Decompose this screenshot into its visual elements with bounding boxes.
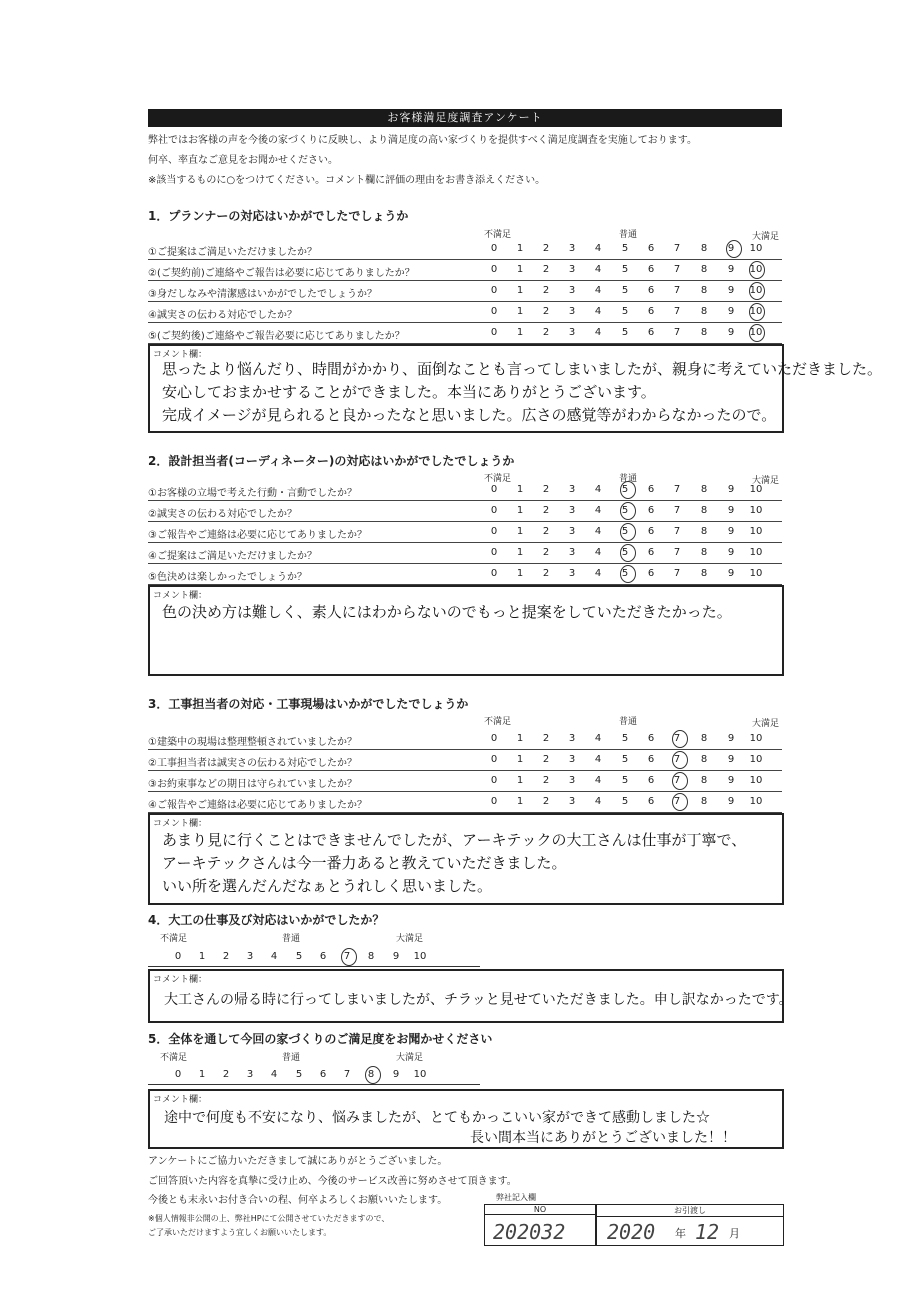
- rating-option-3[interactable]: 3: [568, 796, 576, 807]
- rating-option-6[interactable]: 6: [647, 547, 655, 558]
- rating-option-8[interactable]: 8: [700, 505, 708, 516]
- rating-option-10[interactable]: 10: [749, 243, 763, 254]
- section-5-title: 5．全体を通して今回の家づくりのご満足度をお聞かせください: [148, 1032, 493, 1046]
- scale-low-label: 不満足: [484, 230, 512, 240]
- intro-line-1: 弊社ではお客様の声を今後の家づくりに反映し、より満足度の高い家づくりを提供すべく満足度調査を実施しております。: [148, 135, 697, 146]
- rating-option-5[interactable]: 5: [621, 754, 629, 765]
- section-3-comment-box: [148, 813, 784, 905]
- rating-option-8[interactable]: 8: [700, 285, 708, 296]
- rating-option-6[interactable]: 6: [647, 306, 655, 317]
- rating-option-2[interactable]: 2: [542, 285, 550, 296]
- rating-option-3[interactable]: 3: [568, 264, 576, 275]
- rating-option-5[interactable]: 5: [621, 327, 629, 338]
- section-4-title: 4．大工の仕事及び対応はいかがでしたか？: [148, 913, 385, 927]
- rating-option-4[interactable]: 4: [594, 285, 602, 296]
- question-row: [148, 772, 782, 792]
- rating-option-4[interactable]: 4: [594, 547, 602, 558]
- answer-circle: [672, 772, 688, 790]
- answer-circle: [620, 481, 636, 499]
- section-2-comment-box: [148, 585, 784, 676]
- rating-option-2[interactable]: 2: [542, 547, 550, 558]
- rating-option-1[interactable]: 1: [516, 547, 524, 558]
- rating-option-8[interactable]: 8: [367, 1069, 375, 1080]
- rating-option-2[interactable]: 2: [542, 733, 550, 744]
- scale-low-label: 不満足: [484, 717, 512, 727]
- rating-option-2[interactable]: 2: [542, 568, 550, 579]
- comment-label: コメント欄：: [153, 1095, 208, 1105]
- rating-option-6[interactable]: 6: [647, 505, 655, 516]
- question-row: [148, 502, 782, 522]
- rating-option-7[interactable]: 7: [673, 327, 681, 338]
- rating-option-7[interactable]: 7: [343, 1069, 351, 1080]
- office-use-label: 弊社記入欄: [496, 1193, 536, 1202]
- rating-option-8[interactable]: 8: [700, 264, 708, 275]
- rating-option-8[interactable]: 8: [700, 547, 708, 558]
- answer-circle: [672, 751, 688, 769]
- rating-option-2[interactable]: 2: [542, 327, 550, 338]
- month-unit: 月: [729, 1227, 740, 1240]
- rating-option-9[interactable]: 9: [392, 951, 400, 962]
- rating-option-6[interactable]: 6: [647, 526, 655, 537]
- rating-option-10[interactable]: 10: [749, 505, 763, 516]
- scale-underline: [148, 1084, 480, 1085]
- rating-option-6[interactable]: 6: [319, 1069, 327, 1080]
- scale-mid-label: 普通: [619, 230, 638, 240]
- rating-option-7[interactable]: 7: [673, 754, 681, 765]
- question-row: [148, 324, 782, 344]
- rating-option-3[interactable]: 3: [568, 526, 576, 537]
- rating-option-6[interactable]: 6: [647, 733, 655, 744]
- rating-option-8[interactable]: 8: [700, 306, 708, 317]
- rating-option-0[interactable]: 0: [490, 796, 498, 807]
- rating-option-8[interactable]: 8: [700, 733, 708, 744]
- rating-option-7[interactable]: 7: [343, 951, 351, 962]
- rating-option-10[interactable]: 10: [749, 285, 763, 296]
- handwritten-comment: 思ったより悩んだり、時間がかかり、面倒なことも言ってしまいましたが、親身に考えていただきました。: [162, 360, 883, 378]
- rating-option-2[interactable]: 2: [542, 264, 550, 275]
- question-label: ④ご提案はご満足いただけましたか？: [148, 551, 317, 562]
- question-label: ①お客様の立場で考えた行動・言動でしたか？: [148, 488, 357, 499]
- handwritten-comment: 長い間本当にありがとうございました！！: [470, 1130, 736, 1146]
- rating-option-6[interactable]: 6: [647, 327, 655, 338]
- rating-option-10[interactable]: 10: [749, 526, 763, 537]
- rating-option-7[interactable]: 7: [673, 505, 681, 516]
- question-label: ②誠実さの伝わる対応でしたか？: [148, 509, 297, 520]
- answer-circle: [726, 240, 742, 258]
- rating-option-10[interactable]: 10: [749, 484, 763, 495]
- rating-option-7[interactable]: 7: [673, 264, 681, 275]
- rating-option-7[interactable]: 7: [673, 285, 681, 296]
- rating-option-0[interactable]: 0: [490, 526, 498, 537]
- question-row: [148, 751, 782, 771]
- rating-option-10[interactable]: 10: [413, 1069, 427, 1080]
- rating-option-2[interactable]: 2: [542, 243, 550, 254]
- rating-option-5[interactable]: 5: [621, 733, 629, 744]
- scale-underline: [148, 966, 480, 967]
- section-1-title: 1．プランナーの対応はいかがでしたでしょうか: [148, 209, 409, 223]
- rating-option-4[interactable]: 4: [594, 775, 602, 786]
- rating-option-6[interactable]: 6: [647, 754, 655, 765]
- rating-option-5[interactable]: 5: [621, 526, 629, 537]
- rating-option-4[interactable]: 4: [594, 264, 602, 275]
- scale-mid-label: 普通: [282, 1053, 301, 1063]
- rating-option-3[interactable]: 3: [568, 775, 576, 786]
- intro-line-3: ※該当するものに○をつけてください。コメント欄に評価の理由をお書き添えください。: [148, 175, 546, 186]
- rating-option-4[interactable]: 4: [594, 796, 602, 807]
- rating-option-0[interactable]: 0: [490, 568, 498, 579]
- answer-circle: [749, 261, 765, 279]
- question-label: ③お約束事などの期日は守られていましたか？: [148, 779, 357, 790]
- rating-option-7[interactable]: 7: [673, 243, 681, 254]
- rating-option-8[interactable]: 8: [700, 568, 708, 579]
- rating-option-5[interactable]: 5: [295, 951, 303, 962]
- rating-option-5[interactable]: 5: [621, 243, 629, 254]
- rating-option-7[interactable]: 7: [673, 568, 681, 579]
- question-row: [148, 730, 782, 750]
- question-row: [148, 481, 782, 501]
- rating-option-0[interactable]: 0: [490, 264, 498, 275]
- answer-circle: [749, 303, 765, 321]
- rating-option-2[interactable]: 2: [542, 775, 550, 786]
- rating-option-9[interactable]: 9: [727, 264, 735, 275]
- question-label: ④誠実さの伝わる対応でしたか？: [148, 310, 297, 321]
- rating-option-4[interactable]: 4: [594, 526, 602, 537]
- rating-option-0[interactable]: 0: [490, 285, 498, 296]
- rating-option-9[interactable]: 9: [727, 568, 735, 579]
- rating-option-6[interactable]: 6: [647, 796, 655, 807]
- scale-mid-label: 普通: [619, 717, 638, 727]
- rating-option-4[interactable]: 4: [594, 306, 602, 317]
- question-label: ⑤(ご契約後)ご連絡やご報告必要に応じてありましたか？: [148, 331, 405, 342]
- rating-option-1[interactable]: 1: [516, 285, 524, 296]
- answer-circle: [365, 1066, 381, 1084]
- rating-option-9[interactable]: 9: [727, 796, 735, 807]
- rating-option-1[interactable]: 1: [516, 568, 524, 579]
- rating-option-5[interactable]: 5: [621, 264, 629, 275]
- rating-option-0[interactable]: 0: [490, 243, 498, 254]
- section-1-comment-box: [148, 344, 883, 433]
- rating-option-3[interactable]: 3: [568, 568, 576, 579]
- question-row: [148, 282, 782, 302]
- rating-option-1[interactable]: 1: [516, 526, 524, 537]
- rating-option-4[interactable]: 4: [594, 568, 602, 579]
- rating-option-10[interactable]: 10: [749, 327, 763, 338]
- rating-option-6[interactable]: 6: [647, 285, 655, 296]
- rating-option-5[interactable]: 5: [621, 568, 629, 579]
- rating-option-10[interactable]: 10: [749, 264, 763, 275]
- rating-option-8[interactable]: 8: [367, 951, 375, 962]
- rating-option-2[interactable]: 2: [542, 754, 550, 765]
- scale-high-label: 大満足: [396, 1053, 424, 1063]
- rating-option-7[interactable]: 7: [673, 796, 681, 807]
- comment-label: コメント欄：: [153, 819, 208, 829]
- rating-option-10[interactable]: 10: [749, 568, 763, 579]
- handover-label: お引渡し: [597, 1205, 783, 1217]
- rating-option-5[interactable]: 5: [621, 285, 629, 296]
- rating-option-5[interactable]: 5: [295, 1069, 303, 1080]
- question-row: [148, 793, 782, 813]
- rating-option-8[interactable]: 8: [700, 754, 708, 765]
- scale-low-label: 不満足: [484, 474, 512, 484]
- rating-option-4[interactable]: 4: [594, 327, 602, 338]
- rating-option-9[interactable]: 9: [727, 327, 735, 338]
- no-value: 202032: [493, 1220, 566, 1244]
- thanks-line-2: ご回答頂いた内容を真摯に受け止め、今後のサービス改善に努めさせて頂きます。: [148, 1176, 517, 1187]
- scale-mid-label: 普通: [282, 934, 301, 944]
- rating-option-1[interactable]: 1: [516, 505, 524, 516]
- question-label: ②工事担当者は誠実さの伝わる対応でしたか？: [148, 758, 357, 769]
- section-3-title: 3．工事担当者の対応・工事現場はいかがでしたでしょうか: [148, 697, 469, 711]
- rating-option-1[interactable]: 1: [198, 1069, 206, 1080]
- rating-option-4[interactable]: 4: [594, 243, 602, 254]
- rating-option-2[interactable]: 2: [542, 505, 550, 516]
- rating-option-3[interactable]: 3: [568, 505, 576, 516]
- rating-option-9[interactable]: 9: [727, 484, 735, 495]
- answer-circle: [620, 523, 636, 541]
- rating-option-2[interactable]: 2: [542, 306, 550, 317]
- rating-option-9[interactable]: 9: [727, 306, 735, 317]
- rating-option-7[interactable]: 7: [673, 775, 681, 786]
- rating-option-5[interactable]: 5: [621, 547, 629, 558]
- rating-option-3[interactable]: 3: [246, 951, 254, 962]
- rating-option-0[interactable]: 0: [490, 547, 498, 558]
- handover-month: 12: [695, 1220, 720, 1244]
- rating-option-5[interactable]: 5: [621, 775, 629, 786]
- answer-circle: [749, 282, 765, 300]
- rating-option-1[interactable]: 1: [516, 754, 524, 765]
- rating-option-4[interactable]: 4: [594, 484, 602, 495]
- rating-option-4[interactable]: 4: [594, 505, 602, 516]
- answer-circle: [620, 544, 636, 562]
- rating-option-8[interactable]: 8: [700, 796, 708, 807]
- answer-circle: [749, 324, 765, 342]
- answer-circle: [341, 948, 357, 966]
- rating-option-1[interactable]: 1: [516, 243, 524, 254]
- rating-option-0[interactable]: 0: [174, 1069, 182, 1080]
- rating-option-5[interactable]: 5: [621, 796, 629, 807]
- rating-option-0[interactable]: 0: [174, 951, 182, 962]
- rating-option-6[interactable]: 6: [647, 243, 655, 254]
- rating-option-1[interactable]: 1: [516, 484, 524, 495]
- year-unit: 年: [675, 1227, 686, 1240]
- rating-option-9[interactable]: 9: [727, 285, 735, 296]
- rating-option-9[interactable]: 9: [727, 547, 735, 558]
- scale-low-label: 不満足: [160, 934, 188, 944]
- rating-option-10[interactable]: 10: [749, 796, 763, 807]
- rating-option-2[interactable]: 2: [542, 796, 550, 807]
- rating-option-0[interactable]: 0: [490, 306, 498, 317]
- question-row: [148, 544, 782, 564]
- rating-option-5[interactable]: 5: [621, 306, 629, 317]
- rating-option-3[interactable]: 3: [568, 484, 576, 495]
- rating-option-9[interactable]: 9: [727, 733, 735, 744]
- thanks-line-1: アンケートにご協力いただきまして誠にありがとうございました。: [148, 1156, 448, 1167]
- handover-year: 2020: [607, 1220, 656, 1244]
- rating-option-9[interactable]: 9: [727, 775, 735, 786]
- rating-option-1[interactable]: 1: [198, 951, 206, 962]
- rating-option-1[interactable]: 1: [516, 264, 524, 275]
- rating-option-6[interactable]: 6: [647, 264, 655, 275]
- rating-option-3[interactable]: 3: [568, 243, 576, 254]
- question-label: ①建築中の現場は整理整頓されていましたか？: [148, 737, 357, 748]
- rating-option-3[interactable]: 3: [568, 327, 576, 338]
- thanks-line-3: 今後とも末永いお付き合いの程、何卒よろしくお願いいたします。: [148, 1195, 448, 1206]
- rating-option-0[interactable]: 0: [490, 327, 498, 338]
- rating-option-0[interactable]: 0: [490, 754, 498, 765]
- rating-option-8[interactable]: 8: [700, 484, 708, 495]
- rating-option-2[interactable]: 2: [222, 1069, 230, 1080]
- handwritten-comment: 大工さんの帰る時に行ってしまいましたが、チラッと見せていただきました。申し訳なかったです。: [164, 992, 793, 1008]
- rating-option-4[interactable]: 4: [270, 1069, 278, 1080]
- rating-option-1[interactable]: 1: [516, 733, 524, 744]
- rating-option-4[interactable]: 4: [270, 951, 278, 962]
- rating-option-0[interactable]: 0: [490, 505, 498, 516]
- section-2-title: 2．設計担当者(コーディネーター)の対応はいかがでしたでしょうか: [148, 454, 515, 468]
- rating-option-3[interactable]: 3: [568, 754, 576, 765]
- handover-box: [596, 1204, 784, 1246]
- answer-circle: [672, 730, 688, 748]
- comment-label: コメント欄：: [153, 591, 208, 601]
- handwritten-comment: 完成イメージが見られると良かったなと思いました。広さの感覚等がわからなかったので。: [162, 406, 777, 424]
- rating-option-8[interactable]: 8: [700, 327, 708, 338]
- rating-option-2[interactable]: 2: [222, 951, 230, 962]
- handwritten-comment: 色の決め方は難しく、素人にはわからないのでもっと提案をしていただきたかった。: [162, 603, 732, 621]
- section-4-comment-box: [148, 969, 793, 1023]
- scale-high-label: 大満足: [752, 232, 780, 242]
- question-row: [148, 523, 782, 543]
- question-row: [148, 303, 782, 323]
- rating-option-10[interactable]: 10: [749, 733, 763, 744]
- rating-option-4[interactable]: 4: [594, 754, 602, 765]
- section-5-comment-box: [148, 1089, 784, 1149]
- answer-circle: [672, 793, 688, 811]
- handwritten-comment: いい所を選んだんだなぁとうれしく思いました。: [162, 877, 493, 895]
- rating-option-3[interactable]: 3: [246, 1069, 254, 1080]
- rating-option-4[interactable]: 4: [594, 733, 602, 744]
- survey-title: お客様満足度調査アンケート: [148, 109, 782, 127]
- rating-option-9[interactable]: 9: [727, 526, 735, 537]
- rating-option-8[interactable]: 8: [700, 775, 708, 786]
- rating-option-7[interactable]: 7: [673, 484, 681, 495]
- handwritten-comment: アーキテックさんは今一番力あると教えていただきました。: [162, 854, 567, 872]
- question-row: [148, 240, 782, 260]
- question-label: ③ご報告やご連絡は必要に応じてありましたか？: [148, 530, 367, 541]
- question-label: ⑤色決めは楽しかったでしょうか？: [148, 572, 307, 583]
- rating-option-7[interactable]: 7: [673, 547, 681, 558]
- rating-option-10[interactable]: 10: [749, 754, 763, 765]
- scale-high-label: 大満足: [396, 934, 424, 944]
- rating-option-5[interactable]: 5: [621, 484, 629, 495]
- rating-option-0[interactable]: 0: [490, 775, 498, 786]
- scale-mid-label: 普通: [619, 474, 638, 484]
- question-row: [148, 565, 782, 585]
- rating-option-3[interactable]: 3: [568, 547, 576, 558]
- rating-option-3[interactable]: 3: [568, 285, 576, 296]
- rating-option-2[interactable]: 2: [542, 484, 550, 495]
- rating-option-6[interactable]: 6: [647, 484, 655, 495]
- intro-line-2: 何卒、率直なご意見をお聞かせください。: [148, 155, 338, 166]
- question-label: ①ご提案はご満足いただけましたか？: [148, 247, 317, 258]
- rating-option-7[interactable]: 7: [673, 733, 681, 744]
- rating-option-10[interactable]: 10: [413, 951, 427, 962]
- answer-circle: [620, 502, 636, 520]
- question-row: [148, 261, 782, 281]
- question-label: ④ご報告やご連絡は必要に応じてありましたか？: [148, 800, 367, 811]
- rating-option-1[interactable]: 1: [516, 327, 524, 338]
- rating-option-0[interactable]: 0: [490, 733, 498, 744]
- rating-option-9[interactable]: 9: [727, 505, 735, 516]
- rating-option-8[interactable]: 8: [700, 526, 708, 537]
- scale-high-label: 大満足: [752, 719, 780, 729]
- rating-option-7[interactable]: 7: [673, 526, 681, 537]
- privacy-note-1: ※個人情報非公開の上、弊社HPにて公開させていただきますので、: [148, 1214, 390, 1223]
- rating-option-1[interactable]: 1: [516, 775, 524, 786]
- question-label: ③身だしなみや清潔感はいかがでしたでしょうか？: [148, 289, 377, 300]
- rating-option-6[interactable]: 6: [319, 951, 327, 962]
- rating-option-0[interactable]: 0: [490, 484, 498, 495]
- scale-low-label: 不満足: [160, 1053, 188, 1063]
- rating-option-1[interactable]: 1: [516, 306, 524, 317]
- handwritten-comment: 安心しておまかせすることができました。本当にありがとうございます。: [162, 383, 656, 401]
- rating-option-10[interactable]: 10: [749, 306, 763, 317]
- rating-option-10[interactable]: 10: [749, 547, 763, 558]
- rating-option-9[interactable]: 9: [392, 1069, 400, 1080]
- rating-option-2[interactable]: 2: [542, 526, 550, 537]
- rating-option-5[interactable]: 5: [621, 505, 629, 516]
- rating-option-6[interactable]: 6: [647, 568, 655, 579]
- scale-high-label: 大満足: [752, 476, 780, 486]
- rating-option-3[interactable]: 3: [568, 306, 576, 317]
- handwritten-comment: 途中で何度も不安になり、悩みましたが、とてもかっこいい家ができて感動しました☆: [164, 1110, 710, 1126]
- question-label: ②(ご契約前)ご連絡やご報告は必要に応じてありましたか？: [148, 268, 415, 279]
- comment-label: コメント欄：: [153, 975, 208, 985]
- rating-option-10[interactable]: 10: [749, 775, 763, 786]
- comment-label: コメント欄：: [153, 350, 208, 360]
- no-label: NO: [485, 1205, 595, 1215]
- rating-option-7[interactable]: 7: [673, 306, 681, 317]
- no-box: [484, 1204, 596, 1246]
- rating-option-9[interactable]: 9: [727, 754, 735, 765]
- rating-option-8[interactable]: 8: [700, 243, 708, 254]
- rating-option-6[interactable]: 6: [647, 775, 655, 786]
- handwritten-comment: あまり見に行くことはできませんでしたが、アーキテックの大工さんは仕事が丁寧で、: [162, 831, 747, 849]
- privacy-note-2: ご了承いただけますよう宜しくお願いいたします。: [148, 1228, 332, 1237]
- rating-option-1[interactable]: 1: [516, 796, 524, 807]
- rating-option-3[interactable]: 3: [568, 733, 576, 744]
- rating-option-9[interactable]: 9: [727, 243, 735, 254]
- answer-circle: [620, 565, 636, 583]
